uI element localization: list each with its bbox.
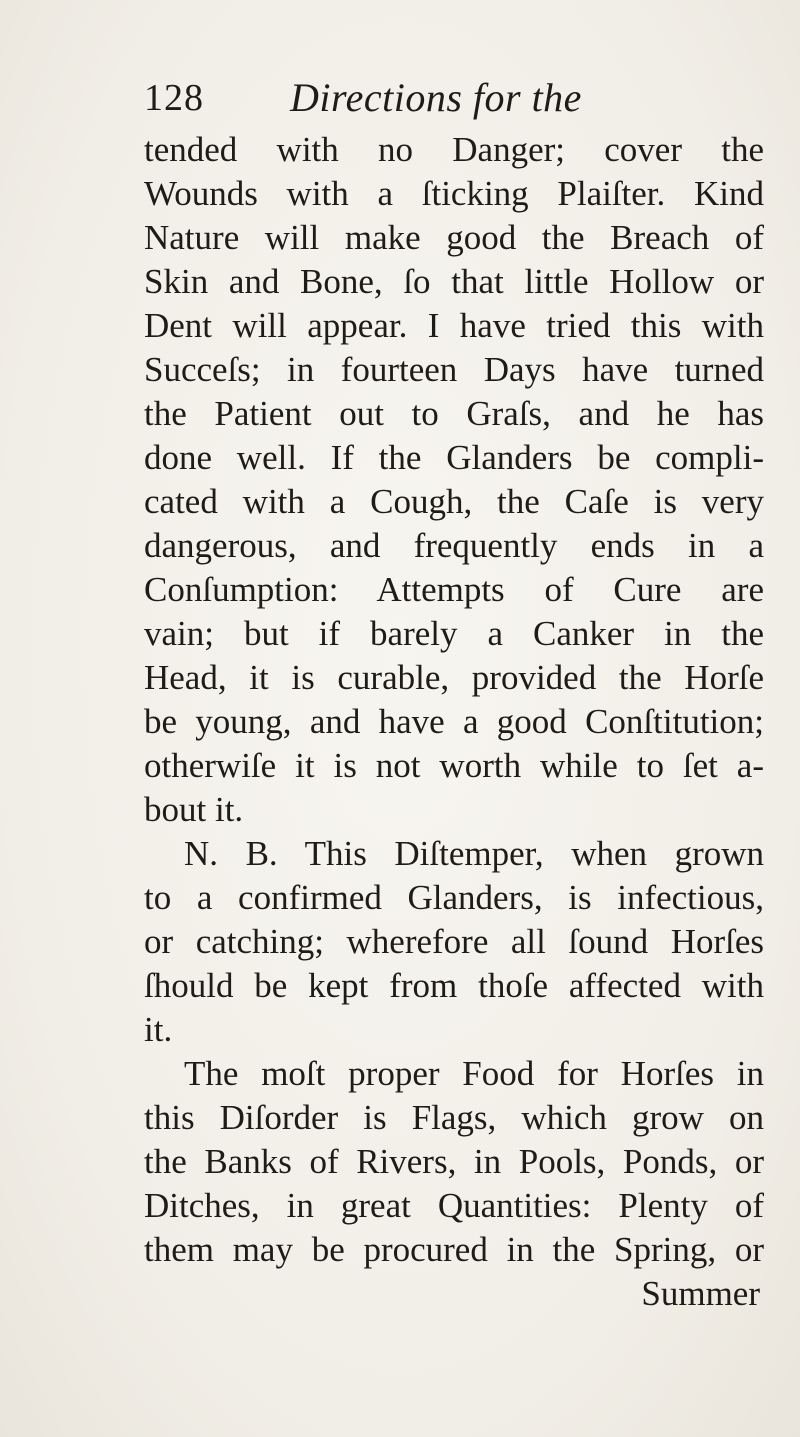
text-line: be young, and have a good Conſtitution; bbox=[144, 702, 764, 741]
text-line: vain; but if barely a Canker in the bbox=[144, 614, 764, 653]
text-line: done well. If the Glanders be compli- bbox=[144, 438, 764, 477]
text-line: ſhould be kept from thoſe affected with bbox=[144, 966, 764, 1005]
text-line: Conſumption: Attempts of Cure are bbox=[144, 570, 764, 609]
page-header bbox=[144, 70, 664, 126]
text-line: the Banks of Rivers, in Pools, Ponds, or bbox=[144, 1142, 764, 1181]
text-line: to a confirmed Glanders, is infectious, bbox=[144, 878, 764, 917]
text-line: N. B. This Diſtemper, when grown bbox=[184, 834, 764, 873]
text-line: Succeſs; in fourteen Days have turned bbox=[144, 350, 764, 389]
text-line: Ditches, in great Quantities: Plenty of bbox=[144, 1186, 764, 1225]
body-text bbox=[144, 128, 764, 1316]
text-line: Nature will make good the Breach of bbox=[144, 218, 764, 257]
text-line: or catching; wherefore all ſound Horſes bbox=[144, 922, 764, 961]
text-line: bout it. bbox=[144, 790, 244, 829]
text-line: the Patient out to Graſs, and he has bbox=[144, 394, 764, 433]
page-number: 128 bbox=[144, 77, 204, 119]
text-line: Skin and Bone, ſo that little Hollow or bbox=[144, 262, 764, 301]
running-head: Directions for the bbox=[290, 75, 582, 120]
text-line: them may be procured in the Spring, or bbox=[144, 1230, 764, 1269]
catchword: Summer bbox=[641, 1274, 760, 1313]
text-line: Dent will appear. I have tried this with bbox=[144, 306, 764, 345]
text-line: otherwiſe it is not worth while to ſet a- bbox=[144, 746, 764, 785]
text-line: Wounds with a ſticking Plaiſter. Kind bbox=[144, 174, 764, 213]
text-line: Head, it is curable, provided the Horſe bbox=[144, 658, 764, 697]
text-line: it. bbox=[144, 1010, 173, 1049]
text-line: dangerous, and frequently ends in a bbox=[144, 526, 764, 565]
text-line: cated with a Cough, the Caſe is very bbox=[144, 482, 764, 521]
text-line: this Diſorder is Flags, which grow on bbox=[144, 1098, 764, 1137]
text-line: tended with no Danger; cover the bbox=[144, 130, 764, 169]
text-line: The moſt proper Food for Horſes in bbox=[184, 1054, 764, 1093]
